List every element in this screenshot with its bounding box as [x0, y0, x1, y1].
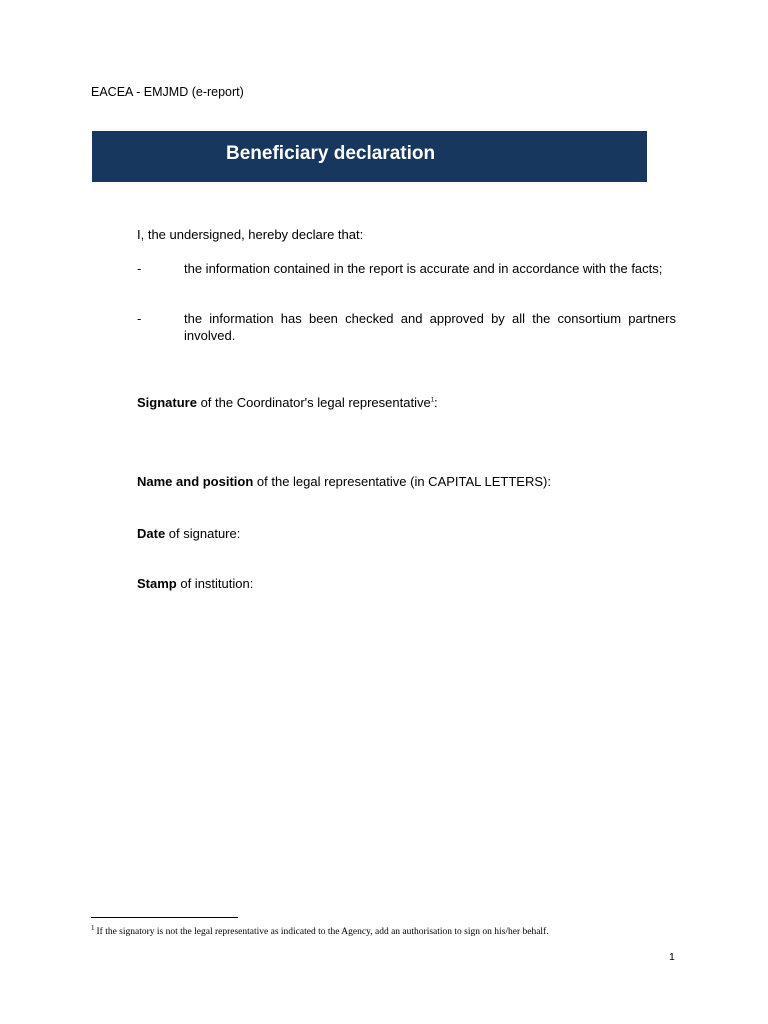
name-position-label-rest: of the legal representative (in CAPITAL LETTERS): [253, 474, 551, 489]
declaration-item [137, 260, 676, 277]
stamp-label-rest: of institution: [176, 576, 254, 591]
name-position-field-label [137, 474, 551, 489]
footnote-reference: 1 [430, 397, 435, 404]
declaration-item [137, 310, 676, 344]
footnote [91, 924, 549, 937]
signature-label-bold: Signature [137, 395, 197, 410]
date-field-label [137, 526, 240, 541]
declaration-item-text: the information has been checked and approved by all the consortium partners involved. [184, 311, 676, 343]
signature-field-label [137, 395, 438, 410]
signature-label-suffix: : [434, 395, 438, 410]
running-header: EACEA - EMJMD (e-report) [91, 85, 244, 99]
title-banner [92, 131, 647, 182]
bullet-dash: - [137, 261, 142, 276]
footnote-separator [91, 917, 238, 918]
date-label-bold: Date [137, 526, 166, 541]
name-position-label-bold: Name and position [137, 474, 254, 489]
signature-label-rest: of the Coordinator's legal representative [196, 395, 431, 410]
footnote-marker: 1 [91, 924, 95, 932]
declaration-intro: I, the undersigned, hereby declare that: [137, 227, 364, 242]
stamp-label-bold: Stamp [137, 576, 177, 591]
declaration-item-text: the information contained in the report is accurate and in accordance with the facts; [184, 261, 663, 276]
stamp-field-label [137, 576, 253, 591]
page-title: Beneficiary declaration [226, 143, 436, 164]
bullet-dash: - [137, 311, 142, 326]
footnote-text: If the signatory is not the legal representative as indicated to the Agency, add an authorisation to sign on his/her behalf. [96, 927, 549, 938]
date-label-rest: of signature: [165, 526, 241, 541]
page-number: 1 [669, 951, 675, 963]
